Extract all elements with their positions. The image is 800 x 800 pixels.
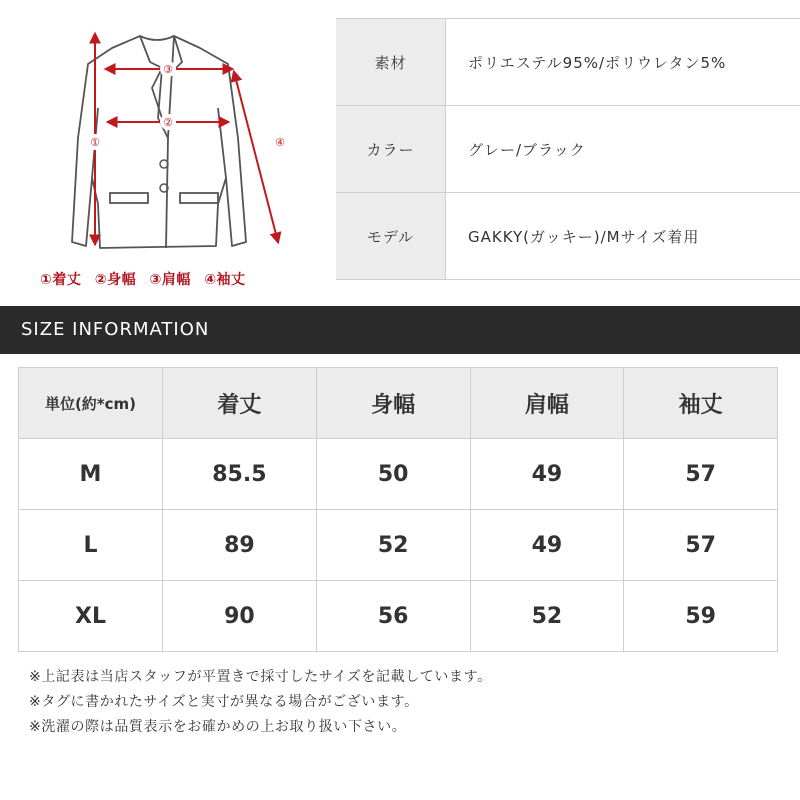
- size-label: L: [19, 510, 163, 581]
- note-line: ※上記表は当店スタッフが平置きで採寸したサイズを記載しています。: [29, 669, 492, 685]
- notes: [29, 666, 492, 741]
- table-cell: 50: [316, 439, 470, 510]
- spec-row: [336, 193, 800, 280]
- size-label: XL: [19, 581, 163, 652]
- section-title: SIZE INFORMATION: [21, 319, 210, 340]
- header-shoulder: 肩幅: [470, 368, 624, 439]
- table-cell: 59: [624, 581, 778, 652]
- note-line: ※タグに書かれたサイズと実寸が異なる場合がございます。: [29, 694, 419, 710]
- table-cell: 57: [624, 510, 778, 581]
- spec-key: カラー: [336, 106, 446, 193]
- spec-key: 素材: [336, 19, 446, 106]
- spec-row: [336, 19, 800, 106]
- table-cell: 85.5: [163, 439, 317, 510]
- table-cell: 49: [470, 510, 624, 581]
- legend-item: ①着丈: [40, 272, 82, 288]
- table-row: [19, 439, 778, 510]
- table-row: [19, 581, 778, 652]
- marker-2: ②: [163, 116, 173, 129]
- spec-value: ポリエステル95%/ポリウレタン5%: [446, 19, 800, 106]
- table-cell: 57: [624, 439, 778, 510]
- note-line: ※洗濯の際は品質表示をお確かめの上お取り扱い下さい。: [29, 719, 407, 735]
- section-title-bar: [0, 306, 800, 354]
- table-cell: 52: [470, 581, 624, 652]
- table-cell: 90: [163, 581, 317, 652]
- header-sleeve: 袖丈: [624, 368, 778, 439]
- table-cell: 56: [316, 581, 470, 652]
- spec-key: モデル: [336, 193, 446, 280]
- measure-sleeve-arrow: [234, 72, 278, 242]
- measurement-legend: [40, 269, 310, 289]
- table-cell: 49: [470, 439, 624, 510]
- spec-value: グレー/ブラック: [446, 106, 800, 193]
- size-label: M: [19, 439, 163, 510]
- legend-item: ②身幅: [94, 272, 137, 288]
- left-pocket: [110, 193, 148, 203]
- marker-1: ①: [90, 136, 100, 149]
- spec-row: [336, 106, 800, 193]
- legend-item: ④袖丈: [204, 272, 246, 288]
- size-table-header: [19, 368, 778, 439]
- table-row: [19, 510, 778, 581]
- table-cell: 52: [316, 510, 470, 581]
- table-cell: 89: [163, 510, 317, 581]
- header-unit: 単位(約*cm): [19, 368, 163, 439]
- header-width: 身幅: [316, 368, 470, 439]
- spec-value: GAKKY(ガッキー)/Mサイズ着用: [446, 193, 800, 280]
- legend-item: ③肩幅: [149, 272, 191, 288]
- marker-4: ④: [275, 136, 285, 149]
- size-table: [18, 367, 778, 652]
- marker-3: ③: [163, 63, 173, 76]
- header-length: 着丈: [163, 368, 317, 439]
- right-pocket: [180, 193, 218, 203]
- jacket-diagram: [40, 18, 310, 288]
- spec-table: [336, 18, 800, 280]
